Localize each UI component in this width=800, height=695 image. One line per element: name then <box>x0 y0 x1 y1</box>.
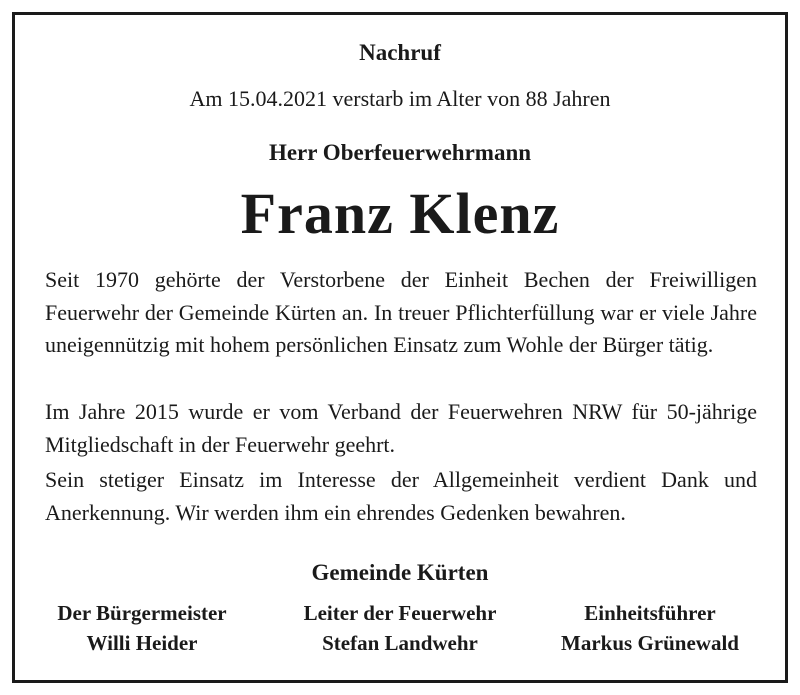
signatory-role: Der Bürgermeister <box>57 601 227 625</box>
signatory-role: Leiter der Feuerwehr <box>303 601 497 625</box>
signatory-fire-chief <box>280 598 520 658</box>
deceased-rank: Herr Oberfeuerwehrmann <box>268 140 532 165</box>
paragraph-honor: Im Jahre 2015 wurde er vom Verband der Feuerwehren NRW für 50-jährige Mitgliedschaft in der Feuerwehr geehrt. <box>45 399 757 457</box>
deceased-name: Franz Klenz <box>240 181 560 246</box>
signatory-role: Einheitsführer <box>584 601 716 625</box>
paragraph-membership: Seit 1970 gehörte der Verstorbene der Einheit Bechen der Freiwilligen Feuerwehr der Gemeinde Kürten an. In treuer Pflichterfüllung war er viele Jahre uneigennützig mit hohem persönlichen Einsatz zum Wohle der Bürger tätig. <box>45 267 757 357</box>
notice-title: Nachruf <box>359 40 441 65</box>
paragraph-gratitude: Sein stetiger Einsatz im Interesse der Allgemeinheit verdient Dank und Anerkennung. Wir werden ihm ein ehrendes Gedenken bewahren. <box>45 467 757 525</box>
death-date-line: Am 15.04.2021 verstarb im Alter von 88 Jahren <box>189 86 611 111</box>
signatory-unit-leader <box>530 598 770 658</box>
signatory-name: Markus Grünewald <box>561 631 739 655</box>
signatory-name: Willi Heider <box>86 631 198 655</box>
signatory-mayor <box>22 598 262 658</box>
organization-name: Gemeinde Kürten <box>311 560 489 585</box>
signatory-name: Stefan Landwehr <box>322 631 478 655</box>
